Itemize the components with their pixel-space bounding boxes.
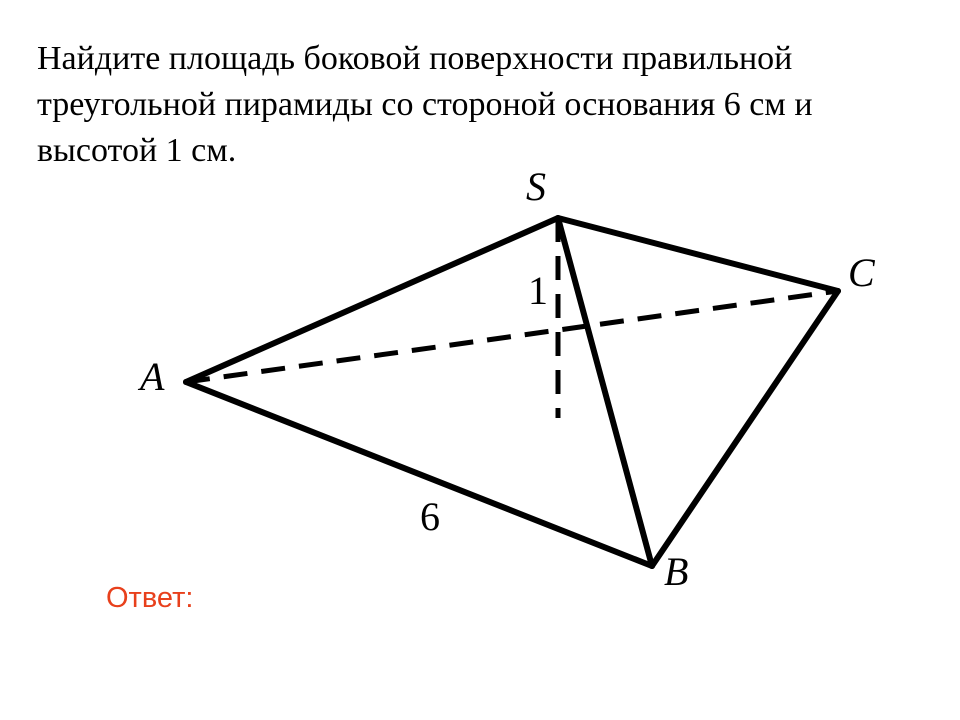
- answer-label: Ответ:: [106, 582, 194, 614]
- edge-ab: [186, 382, 652, 566]
- base-side-label: 6: [420, 494, 440, 539]
- problem-statement: Найдите площадь боковой поверхности правильной треугольной пирамиды со стороной основания 6 см и высотой 1 см.: [37, 40, 813, 169]
- vertex-label-s: S: [526, 164, 546, 209]
- vertex-label-a: A: [140, 354, 165, 399]
- edge-sb: [558, 218, 652, 566]
- edge-bc: [652, 291, 838, 566]
- vertex-label-b: B: [664, 549, 689, 594]
- edge-sa: [186, 218, 558, 382]
- height-label: 1: [528, 268, 548, 313]
- vertex-label-c: C: [848, 250, 875, 295]
- edge-sc: [558, 218, 838, 291]
